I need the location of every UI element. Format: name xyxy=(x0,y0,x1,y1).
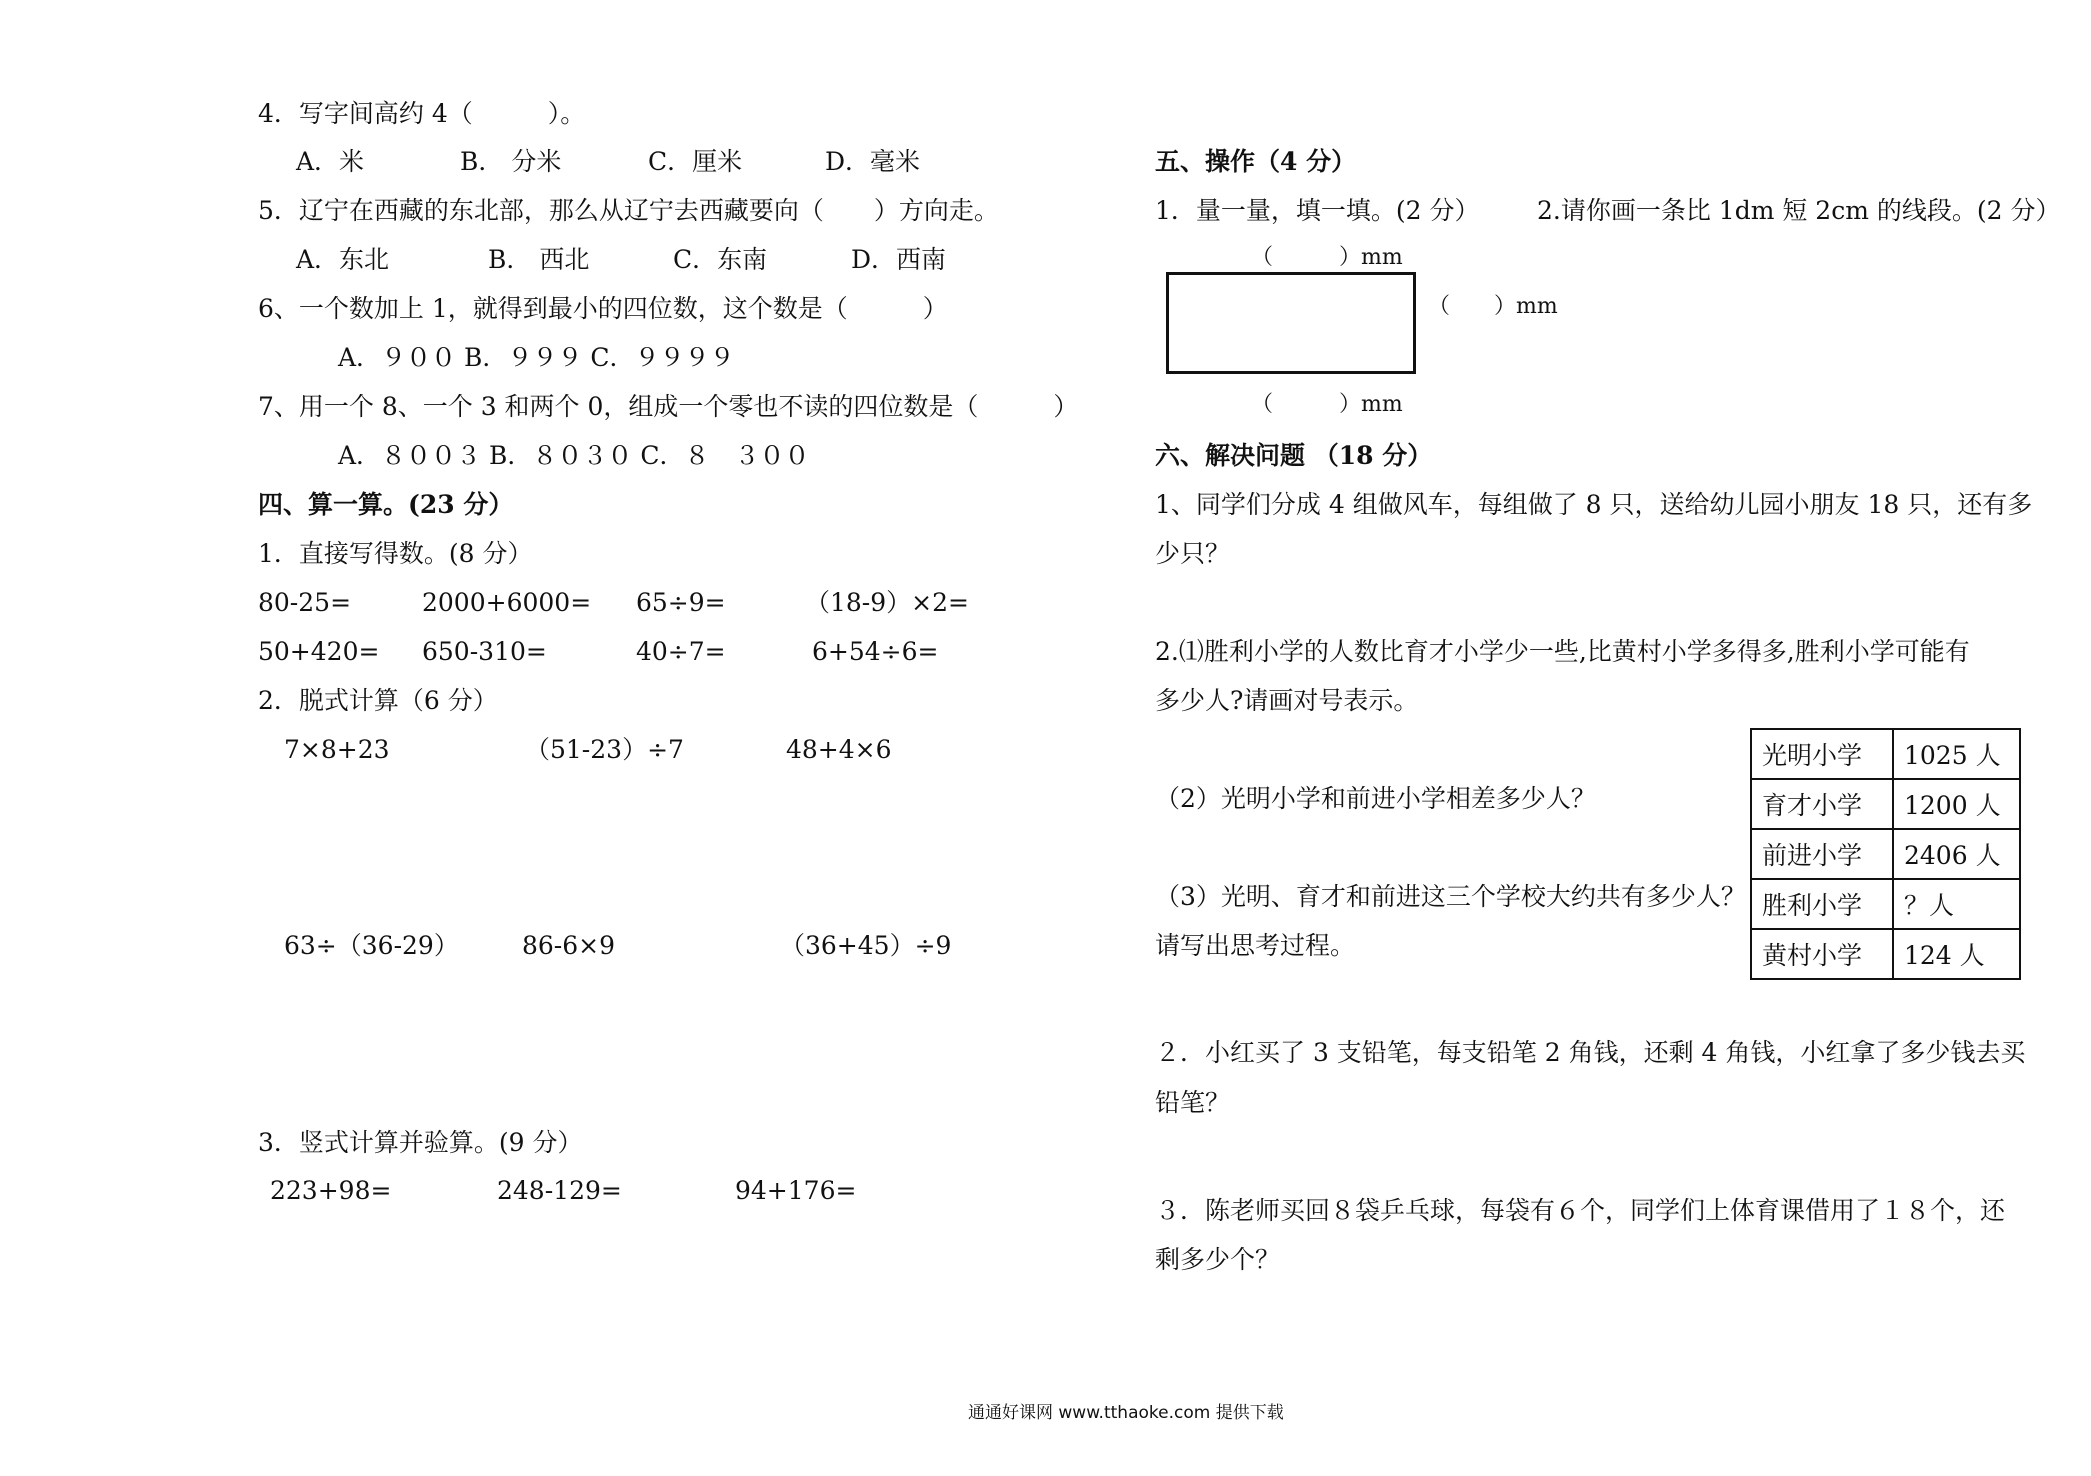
section-4-title: 四、算一算。(23 分） xyxy=(258,490,514,519)
oral-calc-item: 6+54÷6= xyxy=(812,637,939,666)
question-5-option-c: C．东南 xyxy=(673,245,768,274)
table-row xyxy=(1751,729,2020,779)
measure-rectangle xyxy=(1166,272,1416,374)
section-5-title: 五、操作（4 分） xyxy=(1155,147,1357,176)
question-6-options: A．９００ B．９９９ C．９９９９ xyxy=(338,343,735,372)
school-count: ？人 xyxy=(1893,879,2020,929)
vertical-calc-item: 94+176= xyxy=(735,1176,857,1205)
step-calc-item: （51-23）÷7 xyxy=(525,735,684,764)
school-count: 124 人 xyxy=(1893,929,2020,979)
problem-4-line-1: ３．陈老师买回８袋乒乓球，每袋有６个，同学们上体育课借用了１８个，还 xyxy=(1155,1196,2006,1225)
school-name: 光明小学 xyxy=(1751,729,1893,779)
question-4-option-a: A．米 xyxy=(296,147,365,176)
question-5-stem: 5．辽宁在西藏的东北部，那么从辽宁去西藏要向（ ）方向走。 xyxy=(258,196,999,225)
question-4-option-b: B． 分米 xyxy=(460,147,562,176)
vertical-calc-item: 248-129= xyxy=(497,1176,622,1205)
oral-calc-item: 2000+6000= xyxy=(422,588,592,617)
problem-2-line-2: 多少人?请画对号表示。 xyxy=(1155,686,1419,715)
oral-calc-item: 50+420= xyxy=(258,637,380,666)
section-5-question-2: 2.请你画一条比 1dm 短 2cm 的线段。(2 分） xyxy=(1537,196,2061,225)
problem-2-line-1: 2.⑴胜利小学的人数比育才小学少一些,比黄村小学多得多,胜利小学可能有 xyxy=(1155,637,1970,666)
school-name: 胜利小学 xyxy=(1751,879,1893,929)
oral-calc-item: 650-310= xyxy=(422,637,547,666)
section-5-question-1: 1．量一量，填一填。(2 分） xyxy=(1155,196,1480,225)
school-name: 黄村小学 xyxy=(1751,929,1893,979)
question-7-stem: 7、用一个 8、一个 3 和两个 0，组成一个零也不读的四位数是（ ） xyxy=(258,392,1079,421)
question-4-stem: 4．写字间高约 4（ ）。 xyxy=(258,99,586,128)
problem-1-line-1: 1、同学们分成 4 组做风车，每组做了 8 只，送给幼儿园小朋友 18 只，还有多 xyxy=(1155,490,2033,519)
measure-blank-top: （ ）mm xyxy=(1251,245,1403,270)
section-4-part-3-title: 3．竖式计算并验算。(9 分） xyxy=(258,1128,583,1157)
oral-calc-item: 65÷9= xyxy=(636,588,726,617)
question-4-option-c: C．厘米 xyxy=(648,147,743,176)
step-calc-item: 7×8+23 xyxy=(284,735,390,764)
question-7-options: A．８００３ B．８０３０ C．８ ３００ xyxy=(338,441,810,470)
school-name: 育才小学 xyxy=(1751,779,1893,829)
problem-4-line-2: 剩多少个？ xyxy=(1155,1245,1281,1274)
oral-calc-item: 40÷7= xyxy=(636,637,726,666)
step-calc-item: 86-6×9 xyxy=(522,931,616,960)
problem-2-sub-2: （2）光明小学和前进小学相差多少人？ xyxy=(1155,784,1596,813)
footer-source: 通通好课网 www.tthaoke.com 提供下载 xyxy=(968,1403,1284,1423)
question-6-stem: 6、一个数加上 1，就得到最小的四位数，这个数是（ ） xyxy=(258,294,948,323)
school-population-table xyxy=(1750,728,2021,980)
school-count: 1025 人 xyxy=(1893,729,2020,779)
table-row xyxy=(1751,779,2020,829)
section-4-part-1-title: 1．直接写得数。(8 分） xyxy=(258,539,533,568)
question-4-option-d: D．毫米 xyxy=(825,147,921,176)
school-name: 前进小学 xyxy=(1751,829,1893,879)
problem-3-line-1: ２．小红买了 3 支铅笔，每支铅笔 2 角钱，还剩 4 角钱，小红拿了多少钱去买 xyxy=(1155,1038,2026,1067)
problem-3-line-2: 铅笔？ xyxy=(1155,1088,1231,1117)
measure-blank-right: （ ）mm xyxy=(1428,294,1558,319)
step-calc-item: 48+4×6 xyxy=(786,735,892,764)
problem-1-line-2: 少只？ xyxy=(1155,539,1231,568)
problem-2-sub-3-line-2: 请写出思考过程。 xyxy=(1155,931,1356,960)
question-5-option-d: D．西南 xyxy=(851,245,947,274)
step-calc-item: 63÷（36-29） xyxy=(284,931,459,960)
section-4-part-2-title: 2．脱式计算（6 分） xyxy=(258,686,498,715)
school-count: 1200 人 xyxy=(1893,779,2020,829)
question-5-option-a: A．东北 xyxy=(296,245,390,274)
oral-calc-item: 80-25= xyxy=(258,588,352,617)
measure-blank-bottom: （ ）mm xyxy=(1251,392,1403,417)
table-row xyxy=(1751,879,2020,929)
problem-2-sub-3-line-1: （3）光明、育才和前进这三个学校大约共有多少人？ xyxy=(1155,882,1746,911)
table-row xyxy=(1751,929,2020,979)
school-count: 2406 人 xyxy=(1893,829,2020,879)
section-6-title: 六、解决问题 （18 分） xyxy=(1155,441,1433,470)
question-5-option-b: B． 西北 xyxy=(488,245,590,274)
vertical-calc-item: 223+98= xyxy=(270,1176,392,1205)
table-row xyxy=(1751,829,2020,879)
oral-calc-item: （18-9）×2= xyxy=(805,588,969,617)
step-calc-item: （36+45）÷9 xyxy=(780,931,952,960)
